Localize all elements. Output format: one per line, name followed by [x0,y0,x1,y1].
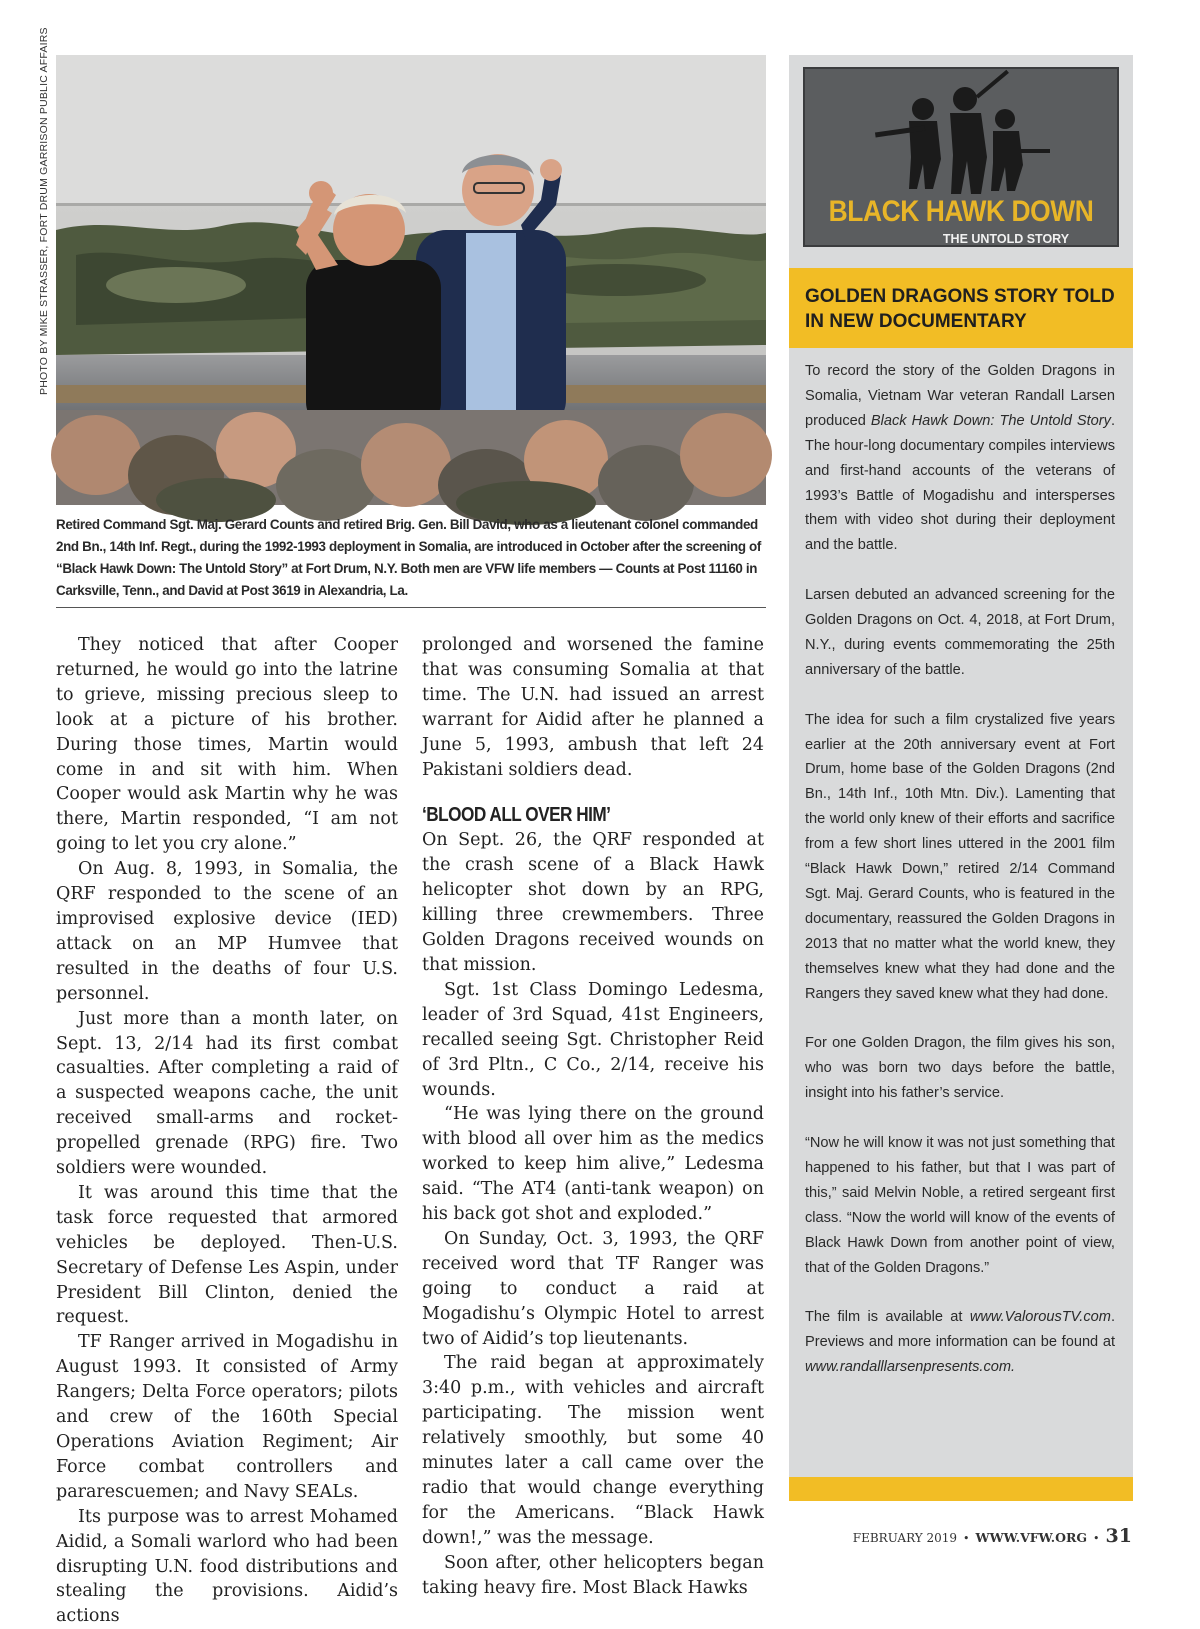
paragraph: On Sunday, Oct. 3, 1993, the QRF received word that TF Ranger was going to conduct a raid at Mogadishu’s Olympic Hotel to arrest two of Aidid’s top lieutenants. [422,1228,764,1349]
sidebar-paragraph: For one Golden Dragon, the film gives his son, who was born two days before the battle, insight into his father’s service. [805,1035,1115,1102]
documentary-logo-title: BLACK HAWK DOWN [828,195,1094,228]
paragraph: “He was lying there on the ground with blood all over him as the medics worked to keep him alive,” Ledesma said. “The AT4 (anti-tank weapon) on his back got shot and exploded.” [422,1104,764,1225]
page-number: 31 [1105,1525,1132,1547]
paragraph: It was around this time that the task force requested that armored vehicles be deployed. Then-U.S. Secretary of Defense Les Aspin, under President Bill Clinton, denied the request. [56,1182,398,1328]
documentary-logo [803,67,1119,247]
bullet-separator: • [963,1532,970,1545]
article-column-left [56,633,398,1629]
bullet-separator: • [1093,1532,1100,1545]
article-column-middle [422,633,764,1601]
sidebar-paragraph: The idea for such a film crystalized five years earlier at the 20th anniversary event at Fort Drum, home base of the Golden Dragons (2nd Bn., 14th Inf., 10th Mtn. Div.). Lamenting that the world only knew of their efforts and sacrifice from a few short lines uttered in the 2001 film “Black Hawk Down,” retired 2/14 Command Sgt. Maj. Gerard Counts, who is featured in the documentary, reassured the Golden Dragons in 2013 that no matter what the world knew, they themselves knew what they had done and the Rangers they saved knew what they had done. [805,711,1115,1002]
paragraph: Just more than a month later, on Sept. 13, 2/14 had its first combat casualties. After completing a raid of a suspected weapons cache, the unit received small-arms and rocket-propelled grenade (RPG) fire. Two soldiers were wounded. [56,1008,398,1179]
photo-caption: Retired Command Sgt. Maj. Gerard Counts and retired Brig. Gen. Bill David, who as a lieutenant colonel commanded 2nd Bn., 14th Inf. Regt., during the 1992-1993 deployment in Somalia, are introduced in October after the screening of “Black Hawk Down: The Untold Story” at Fort Drum, N.Y. Both men are VFW life members — Counts at Post 11160 in Carksville, Tenn., and David at Post 3619 in Alexandria, La. [56,517,762,598]
film-title: Black Hawk Down: The Untold Story [870,412,1111,429]
paragraph: On Sept. 26, the QRF responded at the crash scene of a Black Hawk helicopter shot down by an RPG, killing three crewmembers. Three Golden Dragons received wounds on that mission. [422,830,764,975]
paragraph: On Aug. 8, 1993, in Somalia, the QRF responded to the scene of an improvised explosive device (IED) attack on an MP Humvee that resulted in the deaths of four U.S. personnel. [56,859,398,1004]
paragraph: They noticed that after Cooper returned, he would go into the latrine to grieve, missing precious sleep to look at a picture of his brother. During those times, Martin would come in and sit with him. When Cooper would ask Martin why he was there, Martin responded, “I am not going to let you cry alone.” [56,635,398,855]
sidebar-heading: GOLDEN DRAGONS STORY TOLD IN NEW DOCUMENTARY [789,268,1133,348]
sidebar-paragraph: To record the story of the Golden Dragons in Somalia, Vietnam War veteran Randall Larsen produced Black Hawk Down: The Untold Story. The hour-long documentary compiles interviews and first-hand accounts of the veterans of 1993’s Battle of Mogadishu and intersperses them with video shot during their deployment and the battle. [805,363,1115,554]
larsen-presents-link[interactable]: www.randalllarsenpresents.com. [805,1359,1016,1376]
paragraph: The raid began at approximately 3:40 p.m., with vehicles and aircraft participating. The mission went relatively smoothly, but some 40 minutes later a call came over the radio that would change everything for the Americans. “Black Hawk down!,” was the message. [422,1353,764,1548]
sidebar-paragraph: “Now he will know it was not just something that happened to his father, but that I was part of this,” said Melvin Noble, a retired sergeant first class. “Now the world will know of the events of Black Hawk Down from another point of view, that of the Golden Dragons.” [805,1135,1115,1276]
photo-credit: PHOTO BY MIKE STRASSER, FORT DRUM GARRISON PUBLIC AFFAIRS [38,27,50,395]
sidebar-body [805,359,1115,1405]
valorous-tv-link[interactable]: www.ValorousTV.com [969,1309,1111,1326]
documentary-sidebar [789,55,1133,1500]
sidebar-paragraph: The film is available at www.ValorousTV.com. Previews and more information can be found at www.randalllarsenpresents.com. [805,1309,1115,1376]
sidebar-bottom-bar [789,1477,1133,1501]
event-photo [56,55,766,505]
issue-date: FEBRUARY 2019 [852,1531,958,1545]
section-subhead: ‘BLOOD ALL OVER HIM’ [422,804,611,827]
documentary-logo-subtitle: THE UNTOLD STORY [942,232,1070,246]
paragraph: Sgt. 1st Class Domingo Ledesma, leader of 3rd Squad, 41st Engineers, recalled seeing Sgt. Christopher Reid of 3rd Pltn., C Co., 2/14, receive his wounds. [422,979,764,1100]
paragraph: prolonged and worsened the famine that was consuming Somalia at that time. The U.N. had issued an arrest warrant for Aidid after he planned a June 5, 1993, ambush that left 24 Pakistani soldiers dead. [422,635,764,780]
paragraph: TF Ranger arrived in Mogadishu in August 1993. It consisted of Army Rangers; Delta Force operators; pilots and crew of the 160th Special Operations Aviation Regiment; Air Force combat controllers and pararescuemen; and Navy SEALs. [56,1332,398,1502]
caption-divider [56,607,766,608]
sidebar-paragraph: Larsen debuted an advanced screening for the Golden Dragons on Oct. 4, 2018, at Fort Drum, N.Y., during events commemorating the 25th anniversary of the battle. [805,587,1115,678]
website-link[interactable]: WWW.VFW.ORG [975,1530,1088,1545]
paragraph: Soon after, other helicopters began taking heavy fire. Most Black Hawks [422,1552,764,1598]
paragraph: Its purpose was to arrest Mohamed Aidid, a Somali warlord who had been disrupting U.N. food distributions and stealing the provisions. Aidid’s actions [56,1506,398,1627]
page-footer [853,1525,1132,1547]
